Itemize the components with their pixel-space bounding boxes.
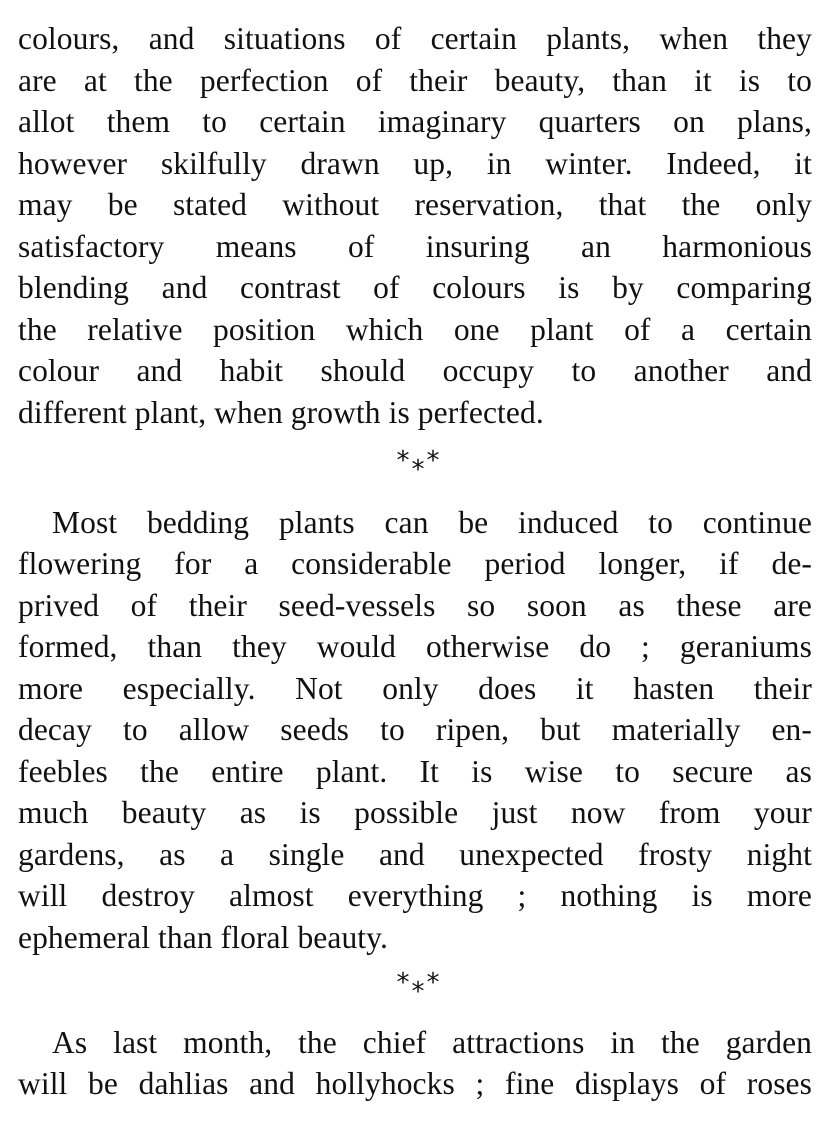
text-line: feebles the entire plant. It is wise to secure as <box>18 754 812 789</box>
section-separator <box>0 446 836 486</box>
text-line: the relative position which one plant of a certain <box>18 312 812 347</box>
text-line: satisfactory means of insuring an harmonious <box>18 229 812 264</box>
text-line: are at the perfection of their beauty, than it is to <box>18 63 812 98</box>
text-line: may be stated without reservation, that the only <box>18 187 812 222</box>
asterisk-glyph: * <box>411 977 425 1007</box>
text-line: will destroy almost everything ; nothing is more <box>18 878 812 913</box>
text-line: colours, and situations of certain plants, when they <box>18 21 812 56</box>
asterisk-glyph: * <box>426 968 440 998</box>
section-separator <box>0 968 836 1008</box>
text-line: will be dahlias and hollyhocks ; fine displays of roses <box>18 1066 812 1101</box>
text-line: flowering for a considerable period longer, if de- <box>18 546 812 581</box>
text-line: different plant, when growth is perfected. <box>18 395 544 430</box>
asterisk-glyph: * <box>426 446 440 476</box>
text-line: prived of their seed-vessels so soon as these are <box>18 588 812 623</box>
asterisk-glyph: * <box>396 968 410 998</box>
text-line: however skilfully drawn up, in winter. Indeed, it <box>18 146 812 181</box>
text-line: Most bedding plants can be induced to continue <box>52 505 812 540</box>
asterisk-glyph: * <box>411 455 425 485</box>
text-line: more especially. Not only does it hasten their <box>18 671 812 706</box>
text-line: gardens, as a single and unexpected frosty night <box>18 837 812 872</box>
asterisk-glyph: * <box>396 446 410 476</box>
text-line: much beauty as is possible just now from your <box>18 795 812 830</box>
text-line: decay to allow seeds to ripen, but materially en- <box>18 712 812 747</box>
text-line: blending and contrast of colours is by comparing <box>18 270 812 305</box>
text-line: colour and habit should occupy to another and <box>18 353 812 388</box>
text-line: formed, than they would otherwise do ; geraniums <box>18 629 812 664</box>
text-line: ephemeral than floral beauty. <box>18 920 388 955</box>
text-line: As last month, the chief attractions in the garden <box>52 1025 812 1060</box>
text-line: allot them to certain imaginary quarters on plans, <box>18 104 812 139</box>
